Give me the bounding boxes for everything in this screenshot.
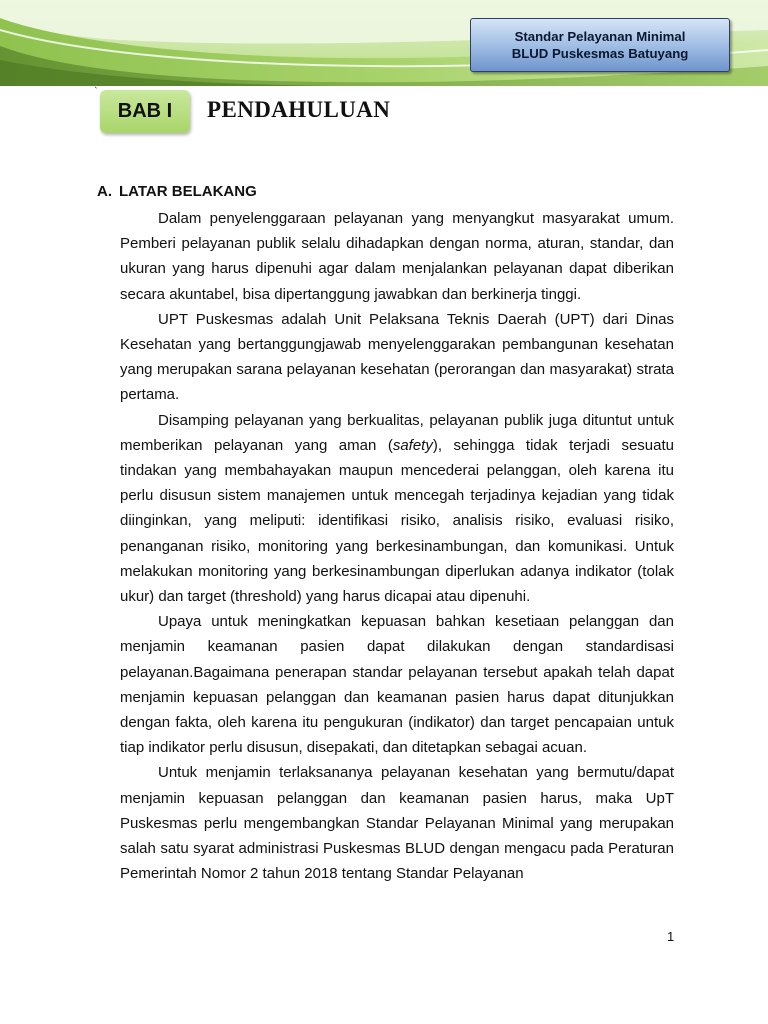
document-title-line2: BLUD Puskesmas Batuyang [511, 46, 689, 61]
section-title: LATAR BELAKANG [119, 183, 257, 200]
section-number: A. [97, 183, 112, 200]
document-title-line1: Standar Pelayanan Minimal [514, 29, 686, 44]
paragraph-text: Disamping pelayanan yang berkualitas, pelayanan publik juga dituntut untuk memberikan pelayanan yang aman ( [120, 411, 674, 454]
paragraph-text: Upaya untuk meningkatkan kepuasan bahkan kesetiaan pelanggan dan menjamin keamanan pasien dapat dilakukan dengan standardisasi pelayanan.Bagaimana penerapan standar pelayanan tersebut apakah telah dapat menjamin kepuasan pelanggan dan keamanan pasien harus dapat ditunjukkan dengan fakta, oleh karena itu pengukuran (indikator) dan target pencapaian untuk tiap indikator perlu disusun, disepakati, dan ditetapkan sebagai acuan. [120, 613, 674, 757]
paragraph-italic-term: safety [392, 436, 433, 454]
paragraph-text: Untuk menjamin terlaksananya pelayanan kesehatan yang bermutu/dapat menjamin kepuasan pelanggan dan keamanan pasien harus, maka UpT Puskesmas perlu mengembangkan Standar Pelayanan Minimal yang merupakan salah satu syarat administrasi Puskesmas BLUD dengan mengacu pada Peraturan Pemerintah Nomor 2 tahun 2018 tentang Standar Pelayanan [120, 764, 674, 883]
paragraph-text: Dalam penyelenggaraan pelayanan yang menyangkut masyarakat umum. Pemberi pelayanan publik selalu dihadapkan dengan norma, aturan, standar, dan ukuran yang harus dipenuhi agar dalam menjalankan pelayanan dapat diberikan secara akuntabel, bisa dipertanggung jawabkan dan berkinerja tinggi. [120, 210, 674, 303]
page-number: 1 [667, 929, 675, 944]
stray-mark: ` [94, 86, 98, 98]
section-heading [97, 183, 257, 200]
section-body [120, 206, 674, 886]
paragraph [120, 408, 674, 610]
paragraph [120, 609, 674, 760]
paragraph [120, 307, 674, 408]
paragraph-text: UPT Puskesmas adalah Unit Pelaksana Teknis Daerah (UPT) dari Dinas Kesehatan yang bertanggungjawab menyelenggarakan pembangunan kesehatan yang merupakan sarana pelayanan kesehatan (perorangan dan masyarakat) strata pertama. [120, 310, 674, 404]
paragraph [120, 206, 674, 307]
paragraph [120, 760, 674, 886]
paragraph-text: ), sehingga tidak terjadi sesuatu tindakan yang membahayakan maupun mencederai pelanggan, oleh karena itu perlu disusun sistem manajemen untuk mencegah terjadinya kejadian yang tidak diinginkan, yang meliputi: identifikasi risiko, analisis risiko, evaluasi risiko, penanganan risiko, monitoring yang berkesinambungan, dan komunikasi. Untuk melakukan monitoring yang berkesinambungan diperlukan adanya indikator (tolak ukur) dan target (threshold) yang harus dicapai atau dipenuhi. [120, 436, 674, 606]
document-title-box [470, 18, 730, 72]
chapter-title: PENDAHULUAN [207, 97, 391, 122]
chapter-badge [100, 90, 190, 133]
chapter-label: BAB I [117, 100, 173, 122]
